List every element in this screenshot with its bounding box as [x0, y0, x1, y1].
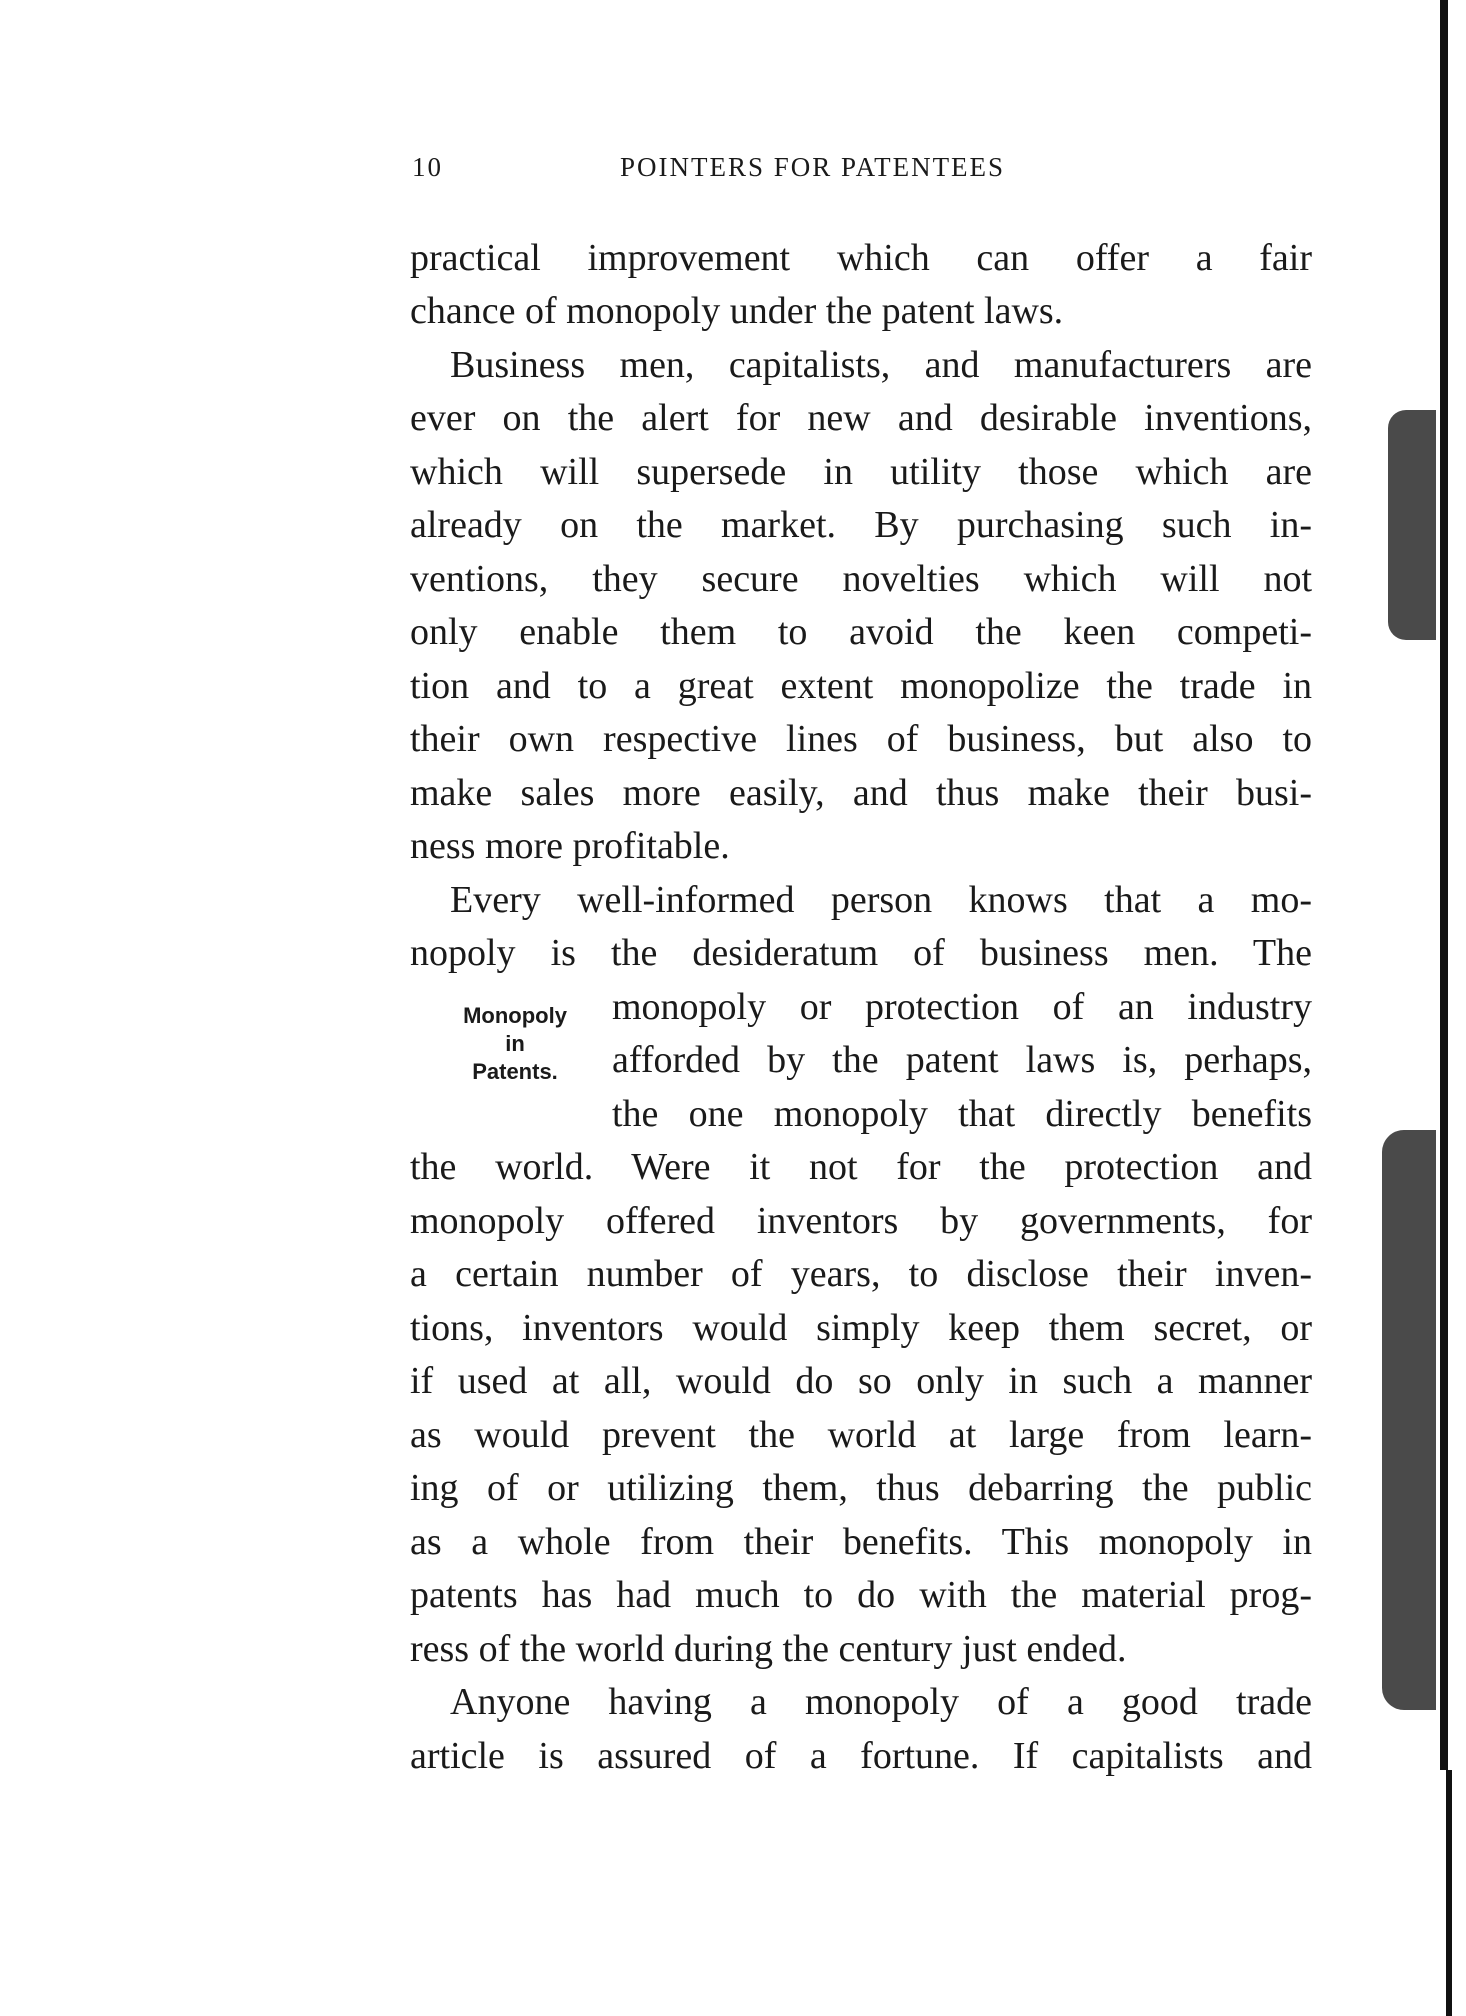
text-line: as a whole from their benefits. This monopoly in: [410, 1521, 1312, 1563]
text-line: a certain number of years, to disclose their inven-: [410, 1253, 1312, 1295]
text-line: monopoly offered inventors by governments, for: [410, 1200, 1312, 1242]
text-line: Every well-informed person knows that a mo-: [450, 879, 1312, 921]
page-number: 10: [412, 152, 443, 182]
text-line: nopoly is the desideratum of business men. The: [410, 932, 1312, 974]
text-line: Anyone having a monopoly of a good trade: [450, 1681, 1312, 1723]
gutter-shadow: [1382, 1130, 1436, 1710]
text-line: the world. Were it not for the protection and: [410, 1146, 1312, 1188]
binding-edge-shadow: [1446, 1770, 1452, 2016]
text-line: make sales more easily, and thus make their busi-: [410, 772, 1312, 814]
text-line: already on the market. By purchasing such in-: [410, 504, 1312, 546]
text-line: patents has had much to do with the material prog-: [410, 1574, 1312, 1616]
text-line: tions, inventors would simply keep them secret, or: [410, 1307, 1312, 1349]
text-line: which will supersede in utility those which are: [410, 451, 1312, 493]
text-line: tion and to a great extent monopolize the trade in: [410, 665, 1312, 707]
text-line: ing of or utilizing them, thus debarring the public: [410, 1467, 1312, 1509]
text-line: only enable them to avoid the keen competi-: [410, 611, 1312, 653]
text-line: practical improvement which can offer a fair: [410, 237, 1312, 279]
running-title: POINTERS FOR PATENTEES: [620, 152, 1006, 182]
binding-edge-shadow: [1440, 0, 1448, 1770]
text-line: the one monopoly that directly benefits: [612, 1093, 1312, 1135]
margin-note-line: Patents.: [472, 1059, 558, 1084]
text-line: their own respective lines of business, but also to: [410, 718, 1312, 760]
text-line: monopoly or protection of an industry: [612, 986, 1312, 1028]
text-line: article is assured of a fortune. If capitalists and: [410, 1735, 1312, 1777]
text-line: ness more profitable.: [410, 825, 730, 867]
gutter-shadow: [1388, 410, 1436, 640]
text-line: ever on the alert for new and desirable inventions,: [410, 397, 1312, 439]
text-line: if used at all, would do so only in such a manner: [410, 1360, 1312, 1402]
text-line: as would prevent the world at large from learn-: [410, 1414, 1312, 1456]
text-line: ress of the world during the century just ended.: [410, 1628, 1127, 1670]
text-line: Business men, capitalists, and manufacturers are: [450, 344, 1312, 386]
margin-note-line: in: [505, 1031, 525, 1056]
margin-note-line: Monopoly: [463, 1003, 567, 1028]
text-line: afforded by the patent laws is, perhaps,: [612, 1039, 1312, 1081]
text-line: chance of monopoly under the patent laws.: [410, 290, 1064, 332]
text-line: ventions, they secure novelties which will not: [410, 558, 1312, 600]
margin-note: [430, 1002, 600, 1086]
running-head: [412, 152, 1312, 192]
